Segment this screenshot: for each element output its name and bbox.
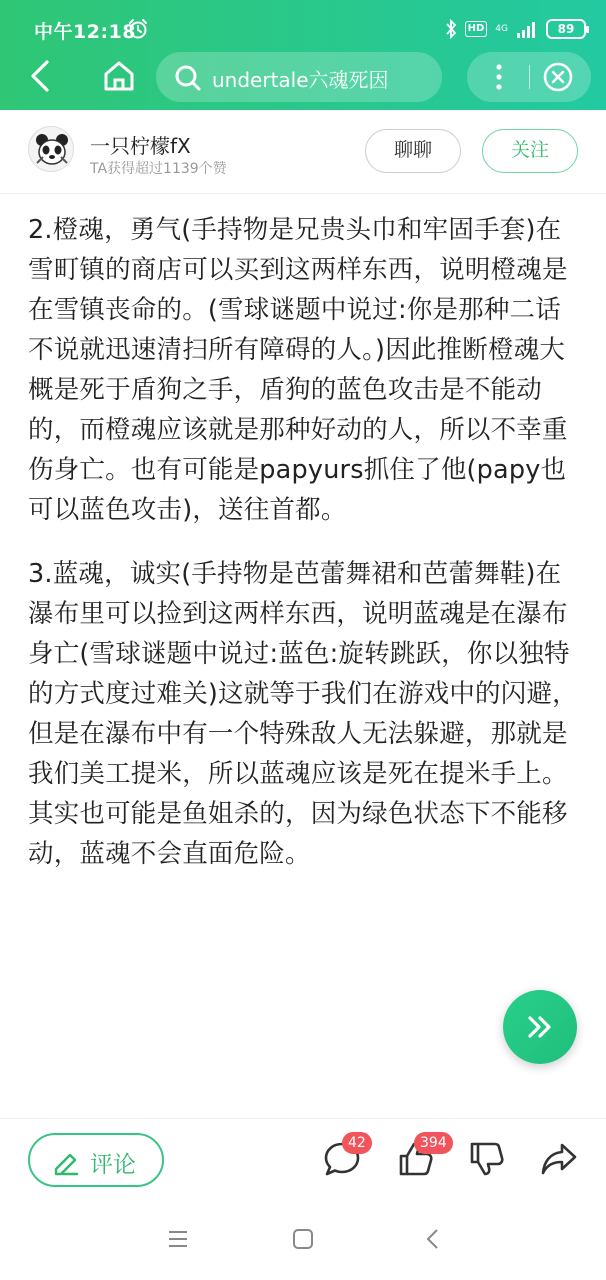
battery-indicator: 89	[546, 19, 586, 39]
author-likes: TA获得超过1139个赞	[90, 161, 227, 177]
double-chevron-right-icon	[524, 1011, 556, 1043]
pen-icon	[50, 1147, 80, 1177]
system-nav-bar	[0, 1200, 606, 1280]
comment-button[interactable]	[28, 1133, 164, 1187]
paragraph: 3.蓝魂，诚实(手持物是芭蕾舞裙和芭蕾舞鞋)在瀑布里可以捡到这两样东西，说明蓝魂是在瀑布身亡(雪球谜题中说过:蓝色:旋转跳跃，你以独特的方式度过难关)这就等于我们在游戏中的闪避，但是在瀑布中有一个特殊敌人无法躲避，那就是我们美工提米，所以蓝魂应该是死在提米手上。其实也可能是鱼姐杀的，因为绿色状态下不能移动，蓝魂不会直面危险。	[28, 559, 578, 869]
status-time: 中午12:18	[34, 21, 136, 43]
search-icon	[174, 64, 202, 92]
back-chevron-icon[interactable]	[422, 1228, 444, 1250]
bluetooth-icon	[445, 19, 457, 39]
comment-label: 评论	[90, 1152, 136, 1178]
chat-button[interactable]: 聊聊	[365, 129, 461, 173]
avatar[interactable]	[28, 126, 74, 172]
search-bar[interactable]	[156, 52, 442, 102]
thumbs-down-icon[interactable]	[467, 1139, 507, 1179]
like-count-badge: 394	[414, 1132, 453, 1154]
app-header	[0, 0, 606, 110]
bottom-action-bar	[0, 1118, 606, 1200]
home-icon[interactable]	[100, 56, 138, 96]
network-type: 4G	[495, 23, 508, 34]
panda-avatar-icon	[29, 127, 74, 172]
hd-indicator: HD	[465, 21, 488, 37]
paragraph: 2.橙魂，勇气(手持物是兄贵头巾和牢固手套)在雪町镇的商店可以买到这两样东西，说明橙魂是在雪镇丧命的。(雪球谜题中说过:你是那种二话不说就迅速清扫所有障碍的人。)因此推断橙魂大概是死于盾狗之手，盾狗的蓝色攻击是不能动的，而橙魂应该就是那种好动的人，所以不幸重伤身亡。也有可能是papyurs抓住了他(papy也可以蓝色攻击)，送往首都。	[28, 215, 568, 525]
comment-count-badge: 42	[342, 1132, 372, 1154]
share-arrow-icon[interactable]	[539, 1139, 579, 1179]
mini-program-capsule	[467, 52, 591, 102]
author-name[interactable]: 一只柠檬fX	[90, 134, 191, 158]
follow-button[interactable]: 关注	[482, 129, 578, 173]
search-query[interactable]: undertale六魂死因	[212, 68, 389, 92]
signal-icon	[516, 20, 538, 38]
author-row	[0, 110, 606, 194]
menu-lines-icon[interactable]	[167, 1228, 189, 1250]
capsule-divider	[529, 65, 530, 89]
alarm-icon	[127, 18, 149, 40]
nav-bar	[0, 48, 606, 104]
back-arrow-icon[interactable]	[22, 56, 58, 96]
next-answer-button[interactable]	[503, 990, 577, 1064]
close-circle-icon[interactable]	[543, 62, 573, 92]
home-square-icon[interactable]	[292, 1228, 314, 1250]
answer-content	[28, 210, 582, 898]
more-dots-icon[interactable]	[487, 61, 511, 93]
status-indicators	[445, 17, 586, 41]
